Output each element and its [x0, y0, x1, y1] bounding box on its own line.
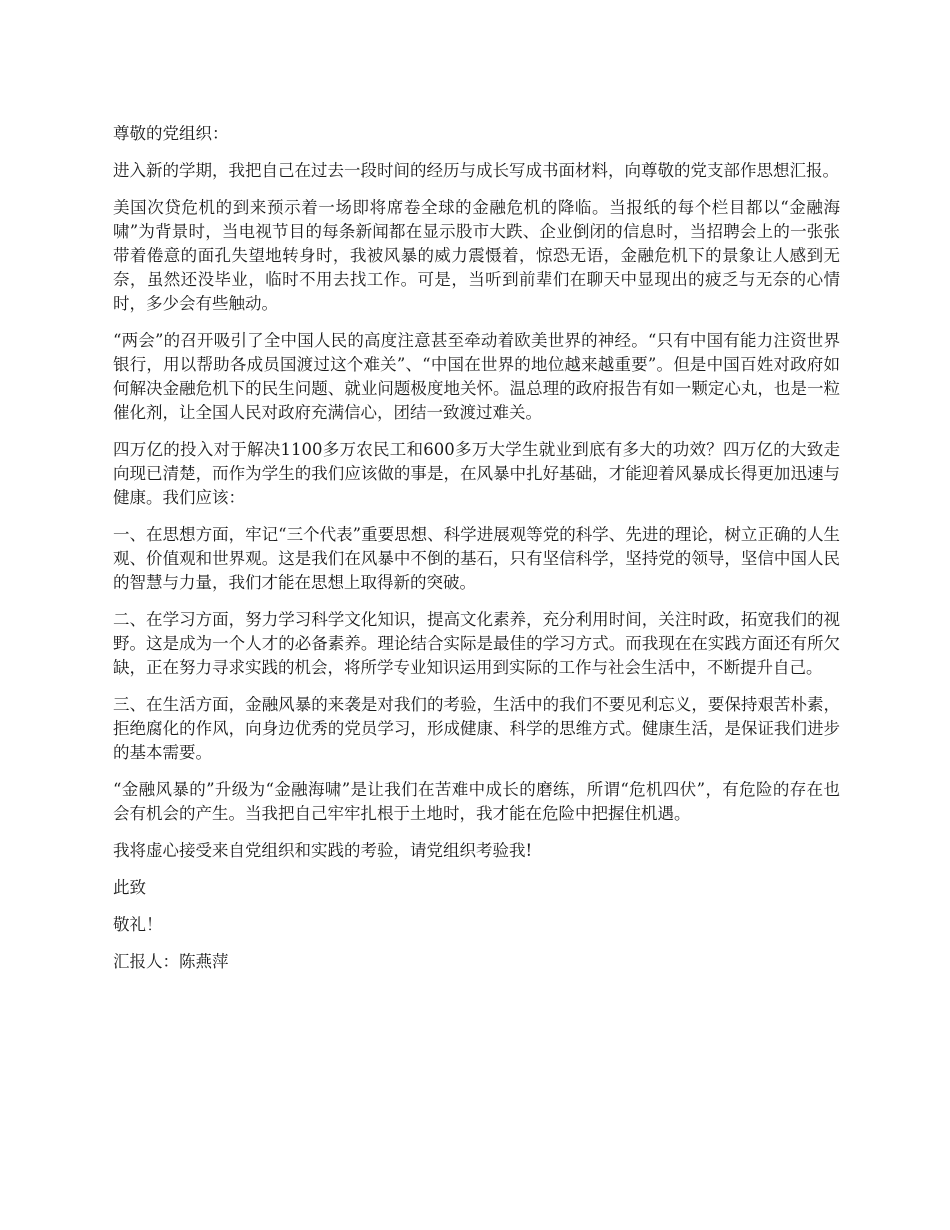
paragraph-two-sessions: “两会”的召开吸引了全中国人民的高度注意甚至牵动着欧美世界的神经。“只有中国有能力注资世界银行，用以帮助各成员国渡过这个难关”、“中国在世界的地位越来越重要”。但是中国百姓对政府如何解决金融危机下的民生问题、就业问题极度地关怀。温总理的政府报告有如一颗定心丸，也是一粒催化剂，让全国人民对政府充满信心，团结一致渡过难关。 — [113, 331, 840, 422]
paragraph-thought: 一、在思想方面，牢记“三个代表”重要思想、科学进展观等党的科学、先进的理论，树立正确的人生观、价值观和世界观。这是我们在风暴中不倒的基石，只有坚信科学，坚持党的领导，坚信中国人民的智慧与力量，我们才能在思想上取得新的突破。 — [113, 525, 840, 592]
paragraph-life: 三、在生活方面，金融风暴的来袭是对我们的考验，生活中的我们不要见利忘义，要保持艰苦朴素，拒绝腐化的作风，向身边优秀的党员学习，形成健康、科学的思维方式。健康生活，是保证我们进步的基本需要。 — [113, 695, 840, 762]
paragraph-investment: 四万亿的投入对于解决1100多万农民工和600多万大学生就业到底有多大的功效？四万亿的大致走向现已清楚，而作为学生的我们应该做的事是，在风暴中扎好基础，才能迎着风暴成长得更加迅速与健康。我们应该： — [113, 440, 840, 507]
paragraph-pledge: 我将虚心接受来自党组织和实践的考验，请党组织考验我! — [113, 841, 533, 860]
regards: 敬礼！ — [113, 915, 163, 934]
document-page — [113, 122, 840, 987]
paragraph-crisis: 美国次贷危机的到来预示着一场即将席卷全球的金融危机的降临。当报纸的每个栏目都以“金融海啸”为背景时，当电视节目的每条新闻都在显示股市大跌、企业倒闭的信息时，当招聘会上的一张张带着倦意的面孔失望地转身时，我被风暴的威力震慑着，惊恐无语，金融危机下的景象让人感到无奈，虽然还没毕业，临时不用去找工作。可是，当听到前辈们在聊天中显现出的疲乏与无奈的心情时，多少会有些触动。 — [113, 198, 840, 313]
signature: 汇报人：陈燕萍 — [113, 952, 229, 971]
paragraph-intro: 进入新的学期，我把自己在过去一段时间的经历与成长写成书面材料，向尊敬的党支部作思想汇报。 — [113, 161, 839, 180]
paragraph-opportunity: “金融风暴的”升级为“金融海啸”是让我们在苦难中成长的磨练，所谓“危机四伏”，有危险的存在也会有机会的产生。当我把自己牢牢扎根于土地时，我才能在危险中把握住机遇。 — [113, 780, 840, 823]
salutation: 尊敬的党组织： — [113, 124, 229, 143]
paragraph-study: 二、在学习方面，努力学习科学文化知识，提高文化素养，充分利用时间，关注时政，拓宽我们的视野。这是成为一个人才的必备素养。理论结合实际是最佳的学习方式。而我现在在实践方面还有所欠缺，正在努力寻求实践的机会，将所学专业知识运用到实际的工作与社会生活中，不断提升自己。 — [113, 610, 840, 677]
closing: 此致 — [113, 878, 146, 897]
